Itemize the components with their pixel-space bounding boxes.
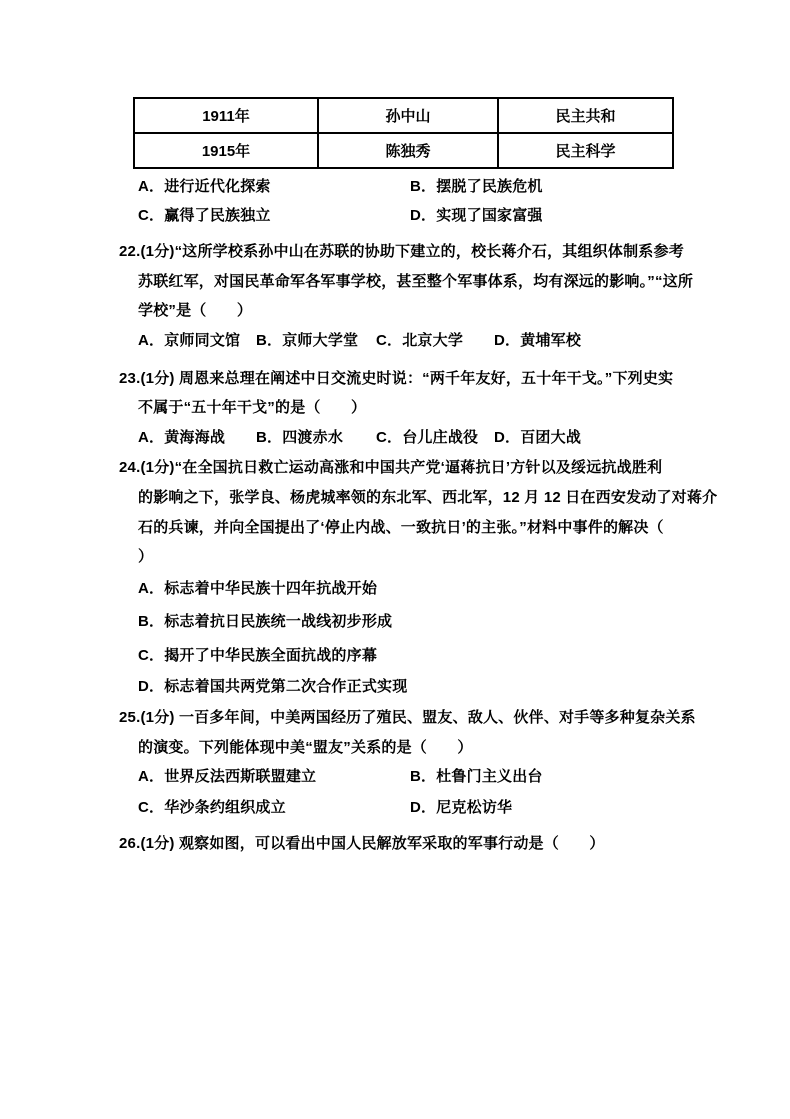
q24-option-d: D．标志着国共两党第二次合作正式实现 bbox=[138, 678, 408, 695]
q24-line-2: 的影响之下，张学良、杨虎城率领的东北军、西北军，12 月 12 日在西安发动了对蒋介 bbox=[138, 489, 718, 506]
table-cell-person-chenduxiu: 陈独秀 bbox=[318, 133, 498, 168]
q25-option-d: D．尼克松访华 bbox=[410, 799, 513, 816]
q22-option-b: B．京师大学堂 bbox=[256, 332, 359, 349]
q22-option-d: D．黄埔军校 bbox=[494, 332, 582, 349]
q23-line-2: 不属于“五十年干戈”的是（ ） bbox=[138, 399, 367, 416]
q25-line-1: 25.(1分) 一百多年间，中美两国经历了殖民、盟友、敌人、伙伴、对手等多种复杂关系 bbox=[119, 709, 696, 726]
q21-option-b: B．摆脱了民族危机 bbox=[410, 178, 543, 195]
q24-line-3: 石的兵谏，并向全国提出了‘停止内战、一致抗日’的主张。”材料中事件的解决（ bbox=[138, 519, 664, 536]
q24-option-a: A．标志着中华民族十四年抗战开始 bbox=[138, 580, 378, 597]
q26-line-1: 26.(1分) 观察如图，可以看出中国人民解放军采取的军事行动是（ ） bbox=[119, 835, 605, 852]
q24-option-b: B．标志着抗日民族统一战线初步形成 bbox=[138, 613, 393, 630]
q22-option-a: A．京师同文馆 bbox=[138, 332, 241, 349]
q21-option-a: A．进行近代化探索 bbox=[138, 178, 271, 195]
q21-option-d: D．实现了国家富强 bbox=[410, 207, 543, 224]
table-cell-year-1911: 1911年 bbox=[134, 98, 318, 133]
table-cell-person-sunzhongshan: 孙中山 bbox=[318, 98, 498, 133]
q25-option-c: C．华沙条约组织成立 bbox=[138, 799, 286, 816]
q23-line-1: 23.(1分) 周恩来总理在阐述中日交流史时说：“两千年友好，五十年干戈。”下列史实 bbox=[119, 370, 674, 387]
q22-line-1: 22.(1分)“这所学校系孙中山在苏联的协助下建立的，校长蒋介石，其组织体制系参考 bbox=[119, 243, 684, 260]
table-row bbox=[134, 133, 673, 168]
q23-option-c: C．台儿庄战役 bbox=[376, 429, 479, 446]
q23-option-d: D．百团大战 bbox=[494, 429, 582, 446]
q25-option-b: B．杜鲁门主义出台 bbox=[410, 768, 543, 785]
q24-line-1: 24.(1分)“在全国抗日救亡运动高涨和中国共产党‘逼蒋抗日’方针以及绥远抗战胜利 bbox=[119, 459, 663, 476]
q25-line-2: 的演变。下列能体现中美“盟友”关系的是（ ） bbox=[138, 739, 473, 756]
q24-line-4: ） bbox=[138, 548, 154, 565]
q22-line-3: 学校”是（ ） bbox=[138, 302, 253, 319]
q21-option-c: C．赢得了民族独立 bbox=[138, 207, 271, 224]
q23-option-b: B．四渡赤水 bbox=[256, 429, 344, 446]
q23-option-a: A．黄海海战 bbox=[138, 429, 226, 446]
table-cell-idea-minzhukexue: 民主科学 bbox=[498, 133, 673, 168]
q24-option-c: C．揭开了中华民族全面抗战的序幕 bbox=[138, 647, 378, 664]
table-row bbox=[134, 98, 673, 133]
q25-option-a: A．世界反法西斯联盟建立 bbox=[138, 768, 317, 785]
q22-option-c: C．北京大学 bbox=[376, 332, 464, 349]
q22-line-2: 苏联红军，对国民革命军各军事学校，甚至整个军事体系，均有深远的影响。”“这所 bbox=[138, 273, 694, 290]
table-cell-idea-minzhugonghe: 民主共和 bbox=[498, 98, 673, 133]
table-cell-year-1915: 1915年 bbox=[134, 133, 318, 168]
history-events-table bbox=[133, 97, 674, 169]
